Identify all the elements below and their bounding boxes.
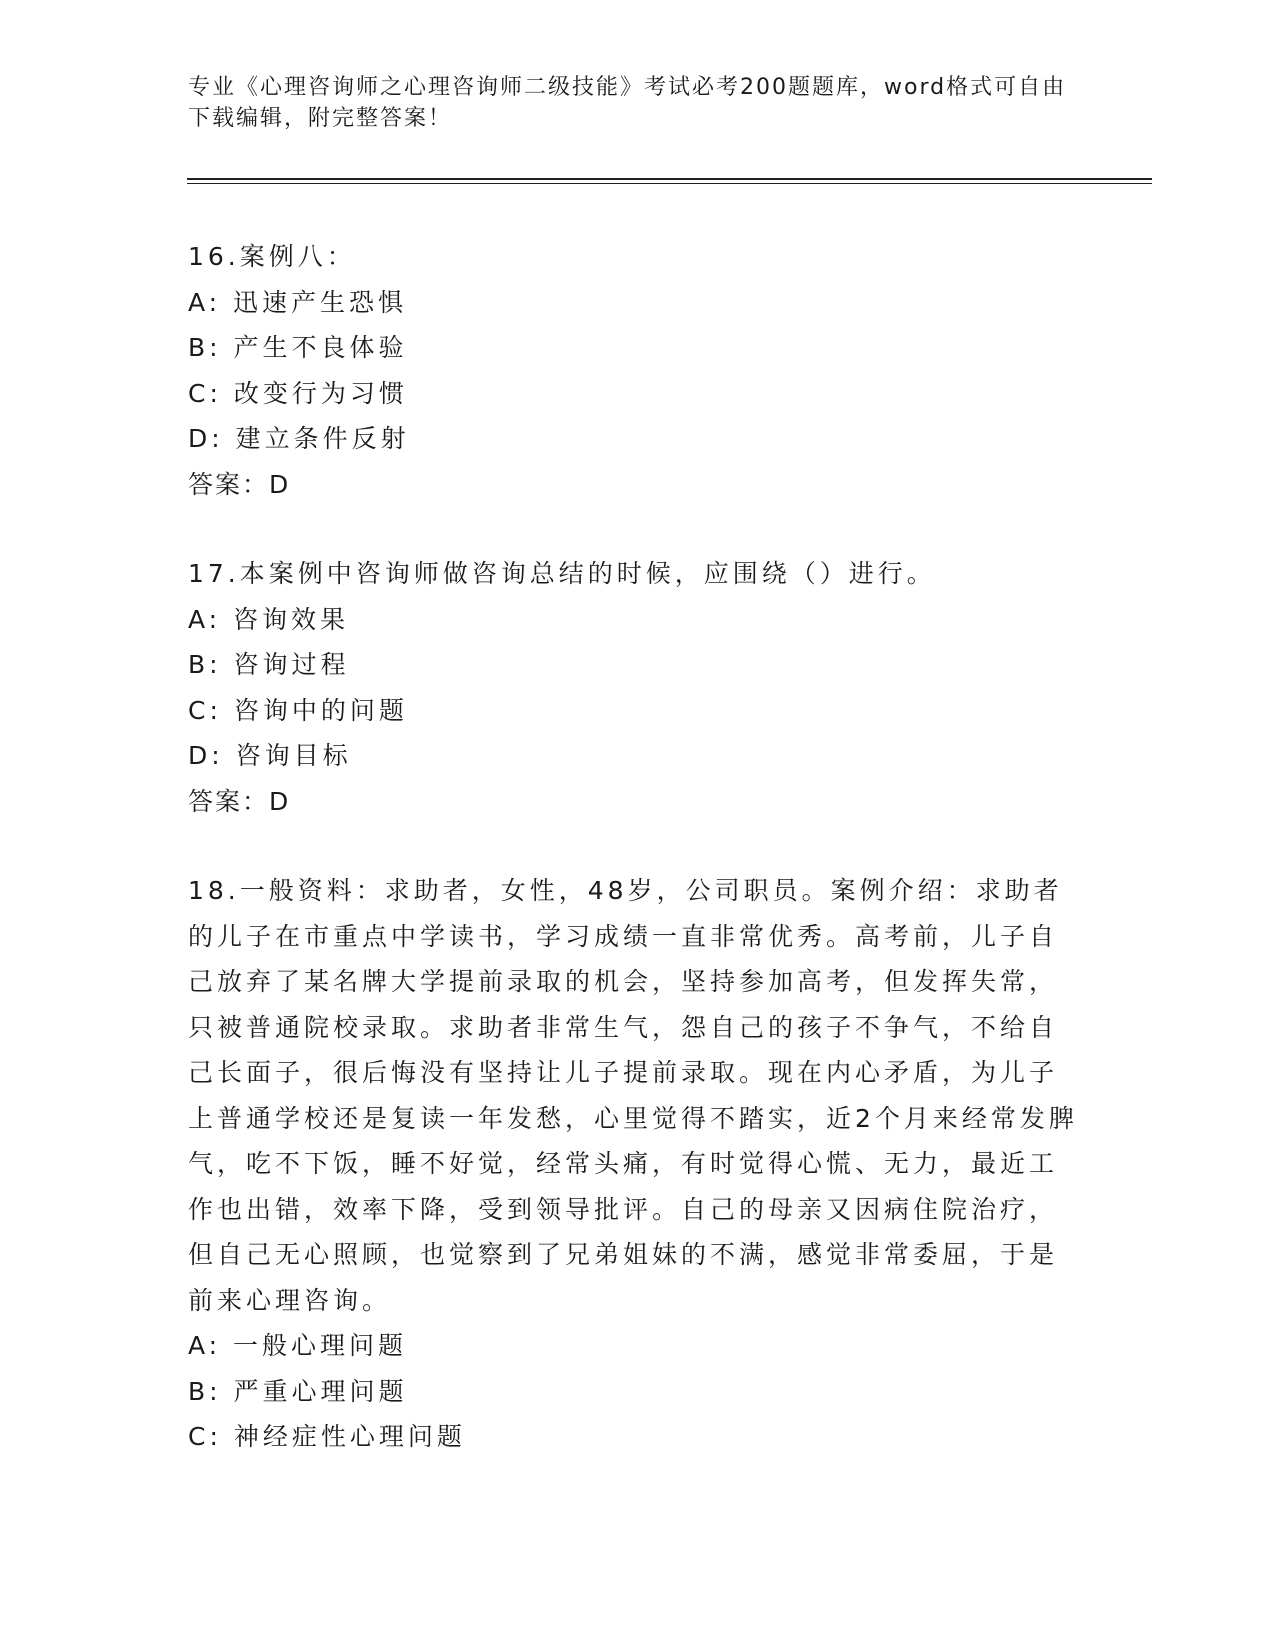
document-header (188, 72, 1068, 134)
option-b: B: 咨询过程 (188, 650, 350, 679)
header-divider-thin (187, 183, 1152, 184)
question-title: 16.案例八： (188, 242, 356, 271)
option-a: A: 咨询效果 (188, 604, 350, 634)
header-intro: 专业《心理咨询师之心理咨询师二级技能》考试必考200题题库，word格式可自由下载编辑，附完整答案！ (188, 75, 1067, 131)
option-a: A: 迅速产生恐惧 (188, 287, 408, 317)
question-17 (188, 551, 1088, 824)
option-a: A: 一般心理问题 (188, 1331, 408, 1360)
question-16 (188, 234, 1088, 507)
option-c: C: 改变行为习惯 (188, 378, 408, 408)
option-b: B: 严重心理问题 (188, 1376, 408, 1406)
header-divider-thick (187, 178, 1152, 180)
answer: 答案：D (188, 469, 291, 499)
option-b: B: 产生不良体验 (188, 333, 408, 362)
question-list (188, 234, 1088, 1504)
question-18 (188, 868, 1088, 1460)
answer: 答案：D (188, 786, 291, 816)
option-d: D: 咨询目标 (188, 741, 352, 770)
question-title: 17.本案例中咨询师做咨询总结的时候，应围绕（）进行。 (188, 559, 936, 588)
option-c: C: 咨询中的问题 (188, 695, 408, 725)
question-title: 18.一般资料：求助者，女性，48岁，公司职员。案例介绍：求助者的儿子在市重点中学读书，学习成绩一直非常优秀。高考前，儿子自己放弃了某名牌大学提前录取的机会，坚持参加高考，但发挥失常，只被普通院校录取。求助者非常生气，怨自己的孩子不争气，不给自己长面子，很后悔没有坚持让儿子提前录取。现在内心矛盾，为儿子上普通学校还是复读一年发愁，心里觉得不踏实，近2个月来经常发脾气，吃不下饭，睡不好觉，经常头痛，有时觉得心慌、无力，最近工作也出错，效率下降，受到领导批评。自己的母亲又因病住院治疗，但自己无心照顾，也觉察到了兄弟姐妹的不满，感觉非常委屈，于是前来心理咨询。 (188, 876, 1078, 1315)
option-c: C: 神经症性心理问题 (188, 1422, 466, 1451)
option-d: D: 建立条件反射 (188, 424, 410, 453)
